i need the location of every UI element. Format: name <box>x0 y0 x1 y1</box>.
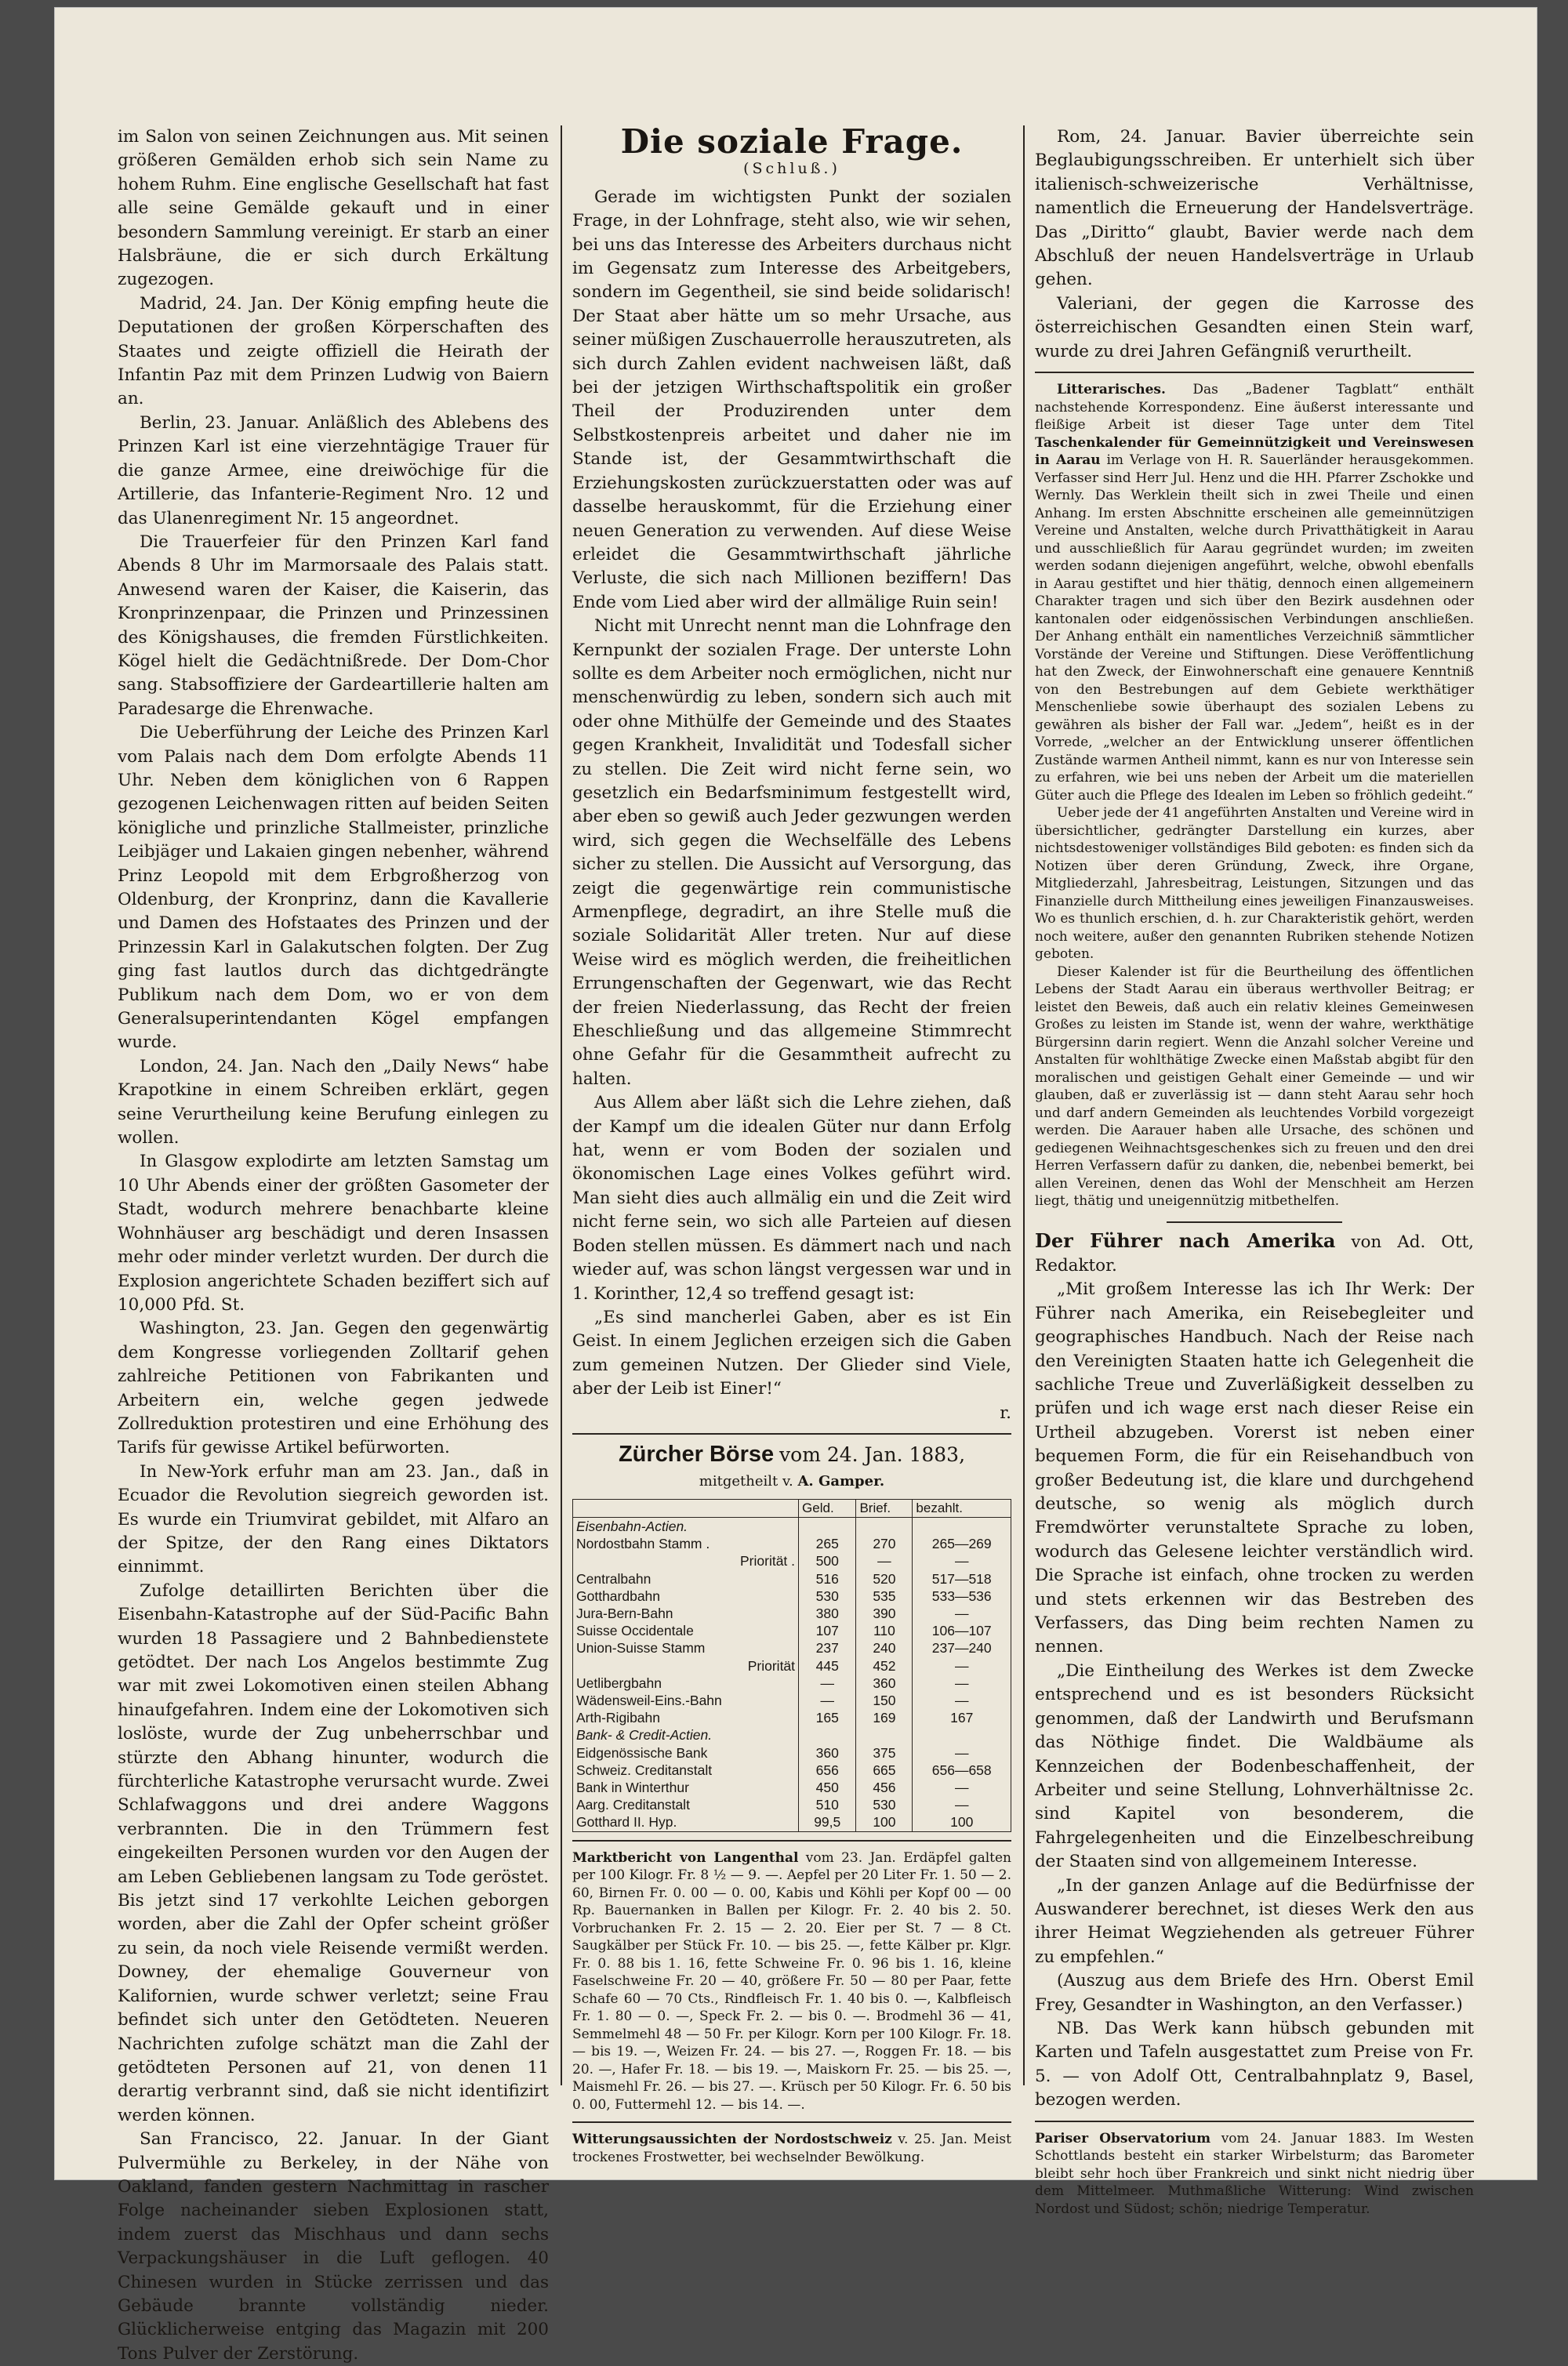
guide-paragraph: (Auszug aus dem Briefe des Hrn. Oberst Emil Frey, Gesandter in Washington, an den Verfasser.) <box>1035 1971 1474 2015</box>
boerse-cell-bez: — <box>913 1744 1011 1762</box>
column-right <box>1035 125 1474 2218</box>
boerse-row <box>573 1813 1011 1831</box>
article-paragraph: Gerade im wichtigsten Punkt der sozialen Frage, in der Lohnfrage, steht also, wie wir sehen, bei uns das Interesse des Arbeiters durchaus nicht im Gegensatz zum Interesse des Arbeitgebers, sondern im Gegentheil, sie sind beide solidarisch! Der Staat aber hätte um so mehr Ursache, aus seiner müßigen Zuschauerrolle herauszutreten, als sich durch Zahlen evident nachweisen läßt, daß bei der jetzigen Wirthschaftspolitik ein großer Theil der Produzirenden unter dem Selbstkostenpreis arbeitet und daher nie im Stande ist, der Gesammtwirthschaft die Erziehungskosten zurückzuerstatten oder was auf dasselbe herauskommt, für die Erziehung einer neuen Generation zu verwenden. Auf diese Weise erleidet die Gesammtwirthschaft jährliche Verluste, die sich nach Millionen beziffern! Das Ende vom Lied aber wird der allmälige Ruin sein! <box>572 187 1011 612</box>
boerse-table <box>572 1499 1011 1832</box>
column-rule <box>561 125 562 2085</box>
boerse-title: Zürcher Börse <box>618 1441 775 1467</box>
boerse-column-header: bezahlt. <box>913 1499 1011 1517</box>
boerse-row <box>573 1535 1011 1552</box>
guide-paragraph: NB. Das Werk kann hübsch gebunden mit Karten und Tafeln ausgestattet zum Preise von Fr. 5. — von Adolf Ott, Centralbahnplatz 9, Basel, bezogen werden. <box>1035 2018 1474 2110</box>
divider <box>1035 2121 1474 2122</box>
article-title: Die soziale Frage. <box>620 122 964 161</box>
boerse-row <box>573 1517 1011 1535</box>
boerse-cell-geld: 656 <box>799 1762 856 1779</box>
divider <box>572 1433 1011 1435</box>
boerse-cell-brief: 456 <box>856 1779 913 1796</box>
guide-paragraph: „In der ganzen Anlage auf die Bedürfnisse der Auswanderer berechnet, ist dieses Werk den aus ihrer Heimat Wegziehenden als getreuer Führer zu empfehlen.“ <box>1035 1875 1474 1967</box>
boerse-cell-brief: 240 <box>856 1639 913 1657</box>
boerse-cell-geld: 516 <box>799 1570 856 1588</box>
news-paragraph: Die Ueberführung der Leiche des Prinzen Karl vom Palais nach dem Dom erfolgte Abends 11 Uhr. Neben dem königlichen von 6 Rappen gezogenen Leichenwagen ritten auf beiden Seiten königliche und prinzliche Stallmeister, prinzliche Leibjäger und Lakaien gingen nebenher, während Prinz Leopold mit dem Erbgroßherzog von Oldenburg, der Kronprinz, dann die Kavallerie und Damen des Hofstaates des Prinzen und der Prinzessin Karl in Galakutschen folgten. Der Zug ging fast lautlos durch das dichtgedrängte Publikum nach dem Dom, wo er von dem Generalsuperintendanten Kögel empfangen wurde. <box>118 723 549 1053</box>
boerse-cell-geld: 237 <box>799 1639 856 1657</box>
literature-heading: Litterarisches. <box>1057 382 1166 398</box>
news-madrid: Madrid, 24. Jan. Der König empfing heute die Deputationen der großen Körperschaften des Staates und zeigte offiziell die Heirath der Infantin Paz mit dem Prinzen Ludwig von Baiern an. <box>118 293 549 409</box>
boerse-cell-brief: 150 <box>856 1692 913 1709</box>
boerse-cell-name: Union-Suisse Stamm <box>573 1639 799 1657</box>
boerse-cell-bez: — <box>913 1657 1011 1675</box>
news-paragraph: Valeriani, der gegen die Karrosse des österreichischen Gesandten einen Stein warf, wurde zu drei Jahren Gefängniß verurtheilt. <box>1035 293 1474 361</box>
boerse-cell-name: Aarg. Creditanstalt <box>573 1796 799 1813</box>
literature-paragraph: Dieser Kalender ist für die Beurtheilung des öffentlichen Lebens der Stadt Aarau ein überaus werthvoller Beitrag; er leistet den Beweis, daß auch ein relativ kleines Gemeinwesen Großes zu leisten im Stande ist, wenn der wahre, werkthätige Bürgersinn darin regiert. Wenn die Anzahl solcher Vereine und Anstalten für wohlthätige Zwecke einen Maßstab abgibt für den moralischen und geistigen Gehalt einer Gemeinde — und wir glauben, daß er zuverlässig ist — dann steht Aarau sehr hoch und darf andern Gemeinden als leuchtendes Vorbild vorgezeigt werden. Die Aarauer haben alle Ursache, des schönen und gediegenen Weihnachtsgeschenkes sich zu freuen und den drei Herren Verfassern dafür zu danken, die, nebenbei bemerkt, bei allen Vereinen, denen das Wohl der Menschheit am Herzen liegt, thätig und uneigennützig mitbethelfen. <box>1035 963 1474 1210</box>
boerse-cell-bez: — <box>913 1605 1011 1622</box>
boerse-row <box>573 1622 1011 1639</box>
boerse-row <box>573 1796 1011 1813</box>
article-paragraph: Aus Allem aber läßt sich die Lehre ziehen, daß der Kampf um die idealen Güter nur dann Erfolg hat, wenn er vom Boden der sozialen und ökonomischen Lage eines Volkes geführt wird. Man sieht dies auch allmälig ein und die Zeit wird nicht ferne sein, wo sich alle Parteien auf diesen Boden stellen müssen. Es dämmert nach und nach wieder auf, was schon längst vergessen war und in 1. Korinther, 12,4 so treffend gesagt ist: <box>572 1093 1011 1304</box>
boerse-cell-name: Suisse Occidentale <box>573 1622 799 1639</box>
boerse-subtitle: mitgetheilt v. A. Gamper. <box>699 1473 885 1490</box>
boerse-column-header: Geld. <box>799 1499 856 1517</box>
boerse-cell-name: Priorität . <box>573 1552 799 1569</box>
boerse-cell-geld: 265 <box>799 1535 856 1552</box>
boerse-cell-bez: — <box>913 1692 1011 1709</box>
guide-byline: von Ad. Ott, Redaktor. <box>1035 1232 1474 1276</box>
boerse-cell-bez: — <box>913 1796 1011 1813</box>
newspaper-page <box>55 8 1537 2364</box>
boerse-cell-bez: 237—240 <box>913 1639 1011 1657</box>
boerse-cell-brief: 375 <box>856 1744 913 1762</box>
news-san-francisco: San Francisco, 22. Januar. In der Giant Pulvermühle zu Berkeley, in der Nähe von Oakland, fanden gestern Nachmittag in rascher Folge nacheinander sieben Explosionen statt, indem zuerst das Mischhaus und dann sechs Verpackungshäuser in die Luft geflogen. 40 Chinesen wurden in Stücke zerrissen und das Gebäude brannte vollständig nieder. Glücklicherweise entging das Magazin mit 200 Tons Pulver der Zerstörung. <box>118 2129 549 2364</box>
boerse-cell-bez: — <box>913 1779 1011 1796</box>
boerse-cell-name: Eisenbahn-Actien. <box>573 1517 799 1535</box>
boerse-cell-name: Gotthardbahn <box>573 1588 799 1605</box>
news-glasgow: In Glasgow explodirte am letzten Samstag um 10 Uhr Abends einer der größten Gasometer der Stadt, wodurch mehrere benachbarte kleine Wohnhäuser arg beschädigt und deren Insassen mehr oder minder verletzt wurden. Der durch die Explosion angerichtete Schaden beziffert sich auf 10,000 Pfd. St. <box>118 1152 549 1315</box>
boerse-row <box>573 1570 1011 1588</box>
boerse-cell-bez: 533—536 <box>913 1588 1011 1605</box>
boerse-cell-brief: — <box>856 1552 913 1569</box>
boerse-date: vom 24. Jan. 1883, <box>779 1442 966 1466</box>
boerse-cell-geld: 510 <box>799 1796 856 1813</box>
boerse-cell-name: Schweiz. Creditanstalt <box>573 1762 799 1779</box>
boerse-cell-geld: 445 <box>799 1657 856 1675</box>
boerse-cell-bez: 106—107 <box>913 1622 1011 1639</box>
boerse-cell-brief: 520 <box>856 1570 913 1588</box>
boerse-cell-geld <box>799 1517 856 1535</box>
boerse-cell-bez: 100 <box>913 1813 1011 1831</box>
boerse-cell-bez: 656—658 <box>913 1762 1011 1779</box>
market-report <box>572 1849 1011 2114</box>
market-text: vom 23. Jan. Erdäpfel galten per 100 Kilogr. Fr. 8 ½ — 9. —. Aepfel per 20 Liter Fr. 1. 50 — 2. 60, Birnen Fr. 0. 00 — 0. 00, Kabis und Köhli per Kopf 00 — 00 Rp. Bauernanken in Ballen per Kilogr. Fr. 2. 40 bis 2. 50. Vorbruchanken Fr. 2. 15 — 2. 20. Eier per St. 7 — 8 Ct. Saugkälber per Stück Fr. 10. — bis 25. —, fette Kälber pr. Klgr. Fr. 0. 88 bis 1. 16, fette Schweine Fr. 0. 96 bis 1. 16, kleine Faselschweine Fr. 20 — 40, größere Fr. 50 — 80 per Paar, fette Schafe 60 — 70 Cts., Rindfleisch Fr. 1. 40 bis 0. —, Kalbfleisch Fr. 1. 80 — 0. —, Speck Fr. 2. — bis 0. —. Brodmehl 36 — 41, Semmelmehl 48 — 50 Fr. per Kilogr. Korn per 100 Kilogr. Fr. 18. — bis 19. —, Weizen Fr. 24. — bis 27. —, Roggen Fr. 18. — bis 20. —, Hafer Fr. 18. — bis 19. —, Maiskorn Fr. 25. — bis 25. —, Maismehl Fr. 26. — bis 27. —. Krüsch per 50 Kilogr. Fr. 6. 50 bis 0. 00, Futtermehl 12. — bis 14. —. <box>572 1849 1011 2113</box>
article-author: r. <box>1000 1403 1011 1423</box>
boerse-cell-name: Centralbahn <box>573 1570 799 1588</box>
weather-heading: Witterungsaussichten der Nordostschweiz <box>572 2132 892 2148</box>
article-subtitle: (Schluß.) <box>743 160 840 178</box>
boerse-cell-brief: 452 <box>856 1657 913 1675</box>
boerse-cell-bez: 517—518 <box>913 1570 1011 1588</box>
boerse-cell-bez: 167 <box>913 1709 1011 1726</box>
guide-heading: Der Führer nach Amerika <box>1035 1228 1336 1252</box>
boerse-cell-brief <box>856 1517 913 1535</box>
column-middle <box>572 122 1011 2166</box>
news-new-york: In New-York erfuhr man am 23. Jan., daß in Ecuador die Revolution siegreich geworden ist. Es wurde ein Triumvirat gebildet, mit Alfaro an der Spitze, der den Rang eines Diktators einnimmt. <box>118 1461 549 1577</box>
boerse-row <box>573 1675 1011 1692</box>
news-berlin: Berlin, 23. Januar. Anläßlich des Ablebens des Prinzen Karl ist eine vierzehntägige Trauer für die ganze Armee, eine dreiwöchige für die Artillerie, das Infanterie-Regiment Nro. 12 und das Ulanenregiment Nr. 15 angeordnet. <box>118 412 549 528</box>
column-rule <box>1023 125 1025 2085</box>
boerse-cell-name: Nordostbahn Stamm . <box>573 1535 799 1552</box>
boerse-cell-brief: 665 <box>856 1762 913 1779</box>
boerse-cell-brief: 270 <box>856 1535 913 1552</box>
boerse-row <box>573 1639 1011 1657</box>
guide-paragraph: „Die Eintheilung des Werkes ist dem Zwecke entsprechend und es ist besonders Rücksicht genommen, daß der Landwirth und Berufsmann das Nöthige findet. Die Waldbäume als Kennzeichen der Bodenbeschaffenheit, der Arbeiter und seine Stellung, Lohnverhältnisse 2c. sind Kapitel von besonderem, die Fahrgelegenheiten und die Einzelbeschreibung der Staaten sind von allgemeinem Interesse. <box>1035 1660 1474 1872</box>
boerse-cell-bez: 265—269 <box>913 1535 1011 1552</box>
boerse-cell-geld: 450 <box>799 1779 856 1796</box>
divider <box>572 1840 1011 1842</box>
boerse-cell-bez <box>913 1726 1011 1744</box>
boerse-cell-name: Uetlibergbahn <box>573 1675 799 1692</box>
boerse-cell-bez <box>913 1517 1011 1535</box>
boerse-cell-brief: 360 <box>856 1675 913 1692</box>
boerse-cell-geld: — <box>799 1675 856 1692</box>
news-paragraph: im Salon von seinen Zeichnungen aus. Mit seinen größeren Gemälden erhob sich sein Name zu hohem Ruhm. Eine englische Gesellschaft hat fast alle seine Gemälde gekauft und in einer besondern Sammlung vereinigt. Er starb an einer Halsbräune, die er sich durch Erkältung zugezogen. <box>118 127 549 290</box>
paris-report <box>1035 2130 1474 2219</box>
boerse-row <box>573 1779 1011 1796</box>
boerse-row <box>573 1744 1011 1762</box>
paris-heading: Pariser Observatorium <box>1035 2130 1211 2146</box>
boerse-cell-geld: — <box>799 1692 856 1709</box>
boerse-cell-name: Arth-Rigibahn <box>573 1709 799 1726</box>
boerse-header <box>572 1442 1011 1468</box>
column-left <box>118 125 549 2366</box>
guide-paragraph: „Mit großem Interesse las ich Ihr Werk: Der Führer nach Amerika, ein Reisebegleiter und geographisches Handbuch. Nach der Reise nach den Vereinigten Staaten hatte ich Gelegenheit die sachliche Treue und Zuverläßigkeit desselben zu prüfen und ich wage erst nach dieser Reise ein Urtheil abzugeben. Vorerst ist neben einer bequemen Form, die für ein Reisehandbuch von großer Bedeutung ist, die klare und durchgehend deutsche, so wenig als möglich durch Fremdwörter verunstaltete Sprache zu loben, wodurch das Gelesene leichter verständlich wird. Die Sprache ist einfach, ohne trocken zu werden und stets erkennen wir das Bestreben des Verfassers, das Ding beim rechten Namen zu nennen. <box>1035 1279 1474 1657</box>
boerse-column-header <box>573 1499 799 1517</box>
boerse-cell-geld <box>799 1726 856 1744</box>
boerse-row <box>573 1588 1011 1605</box>
boerse-cell-brief: 169 <box>856 1709 913 1726</box>
boerse-cell-geld: 107 <box>799 1622 856 1639</box>
divider <box>1035 372 1474 373</box>
boerse-cell-bez: — <box>913 1675 1011 1692</box>
boerse-cell-name: Wädensweil-Eins.-Bahn <box>573 1692 799 1709</box>
boerse-source: A. Gamper. <box>797 1473 885 1490</box>
weather-report <box>572 2131 1011 2166</box>
news-london: London, 24. Jan. Nach den „Daily News“ habe Krapotkine in einem Schreiben erklärt, gegen seine Verurtheilung keine Berufung einlegen zu wollen. <box>118 1056 549 1149</box>
boerse-column-header: Brief. <box>856 1499 913 1517</box>
boerse-row <box>573 1692 1011 1709</box>
boerse-cell-name: Priorität <box>573 1657 799 1675</box>
boerse-cell-geld: 165 <box>799 1709 856 1726</box>
boerse-row <box>573 1762 1011 1779</box>
boerse-cell-brief <box>856 1726 913 1744</box>
boerse-cell-geld: 500 <box>799 1552 856 1569</box>
boerse-cell-geld: 530 <box>799 1588 856 1605</box>
literature-paragraph: Ueber jede der 41 angeführten Anstalten und Vereine wird in übersichtlicher, gedrängter Darstellung ein kurzes, aber nichtsdestoweniger vollständiges Bild geboten: es finden sich da Notizen über deren Gründung, Zweck, ihre Organe, Mitgliederzahl, Jahresbeitrag, Leistungen, Sitzungen und das Finanzielle durch Mittheilung eines jeweiligen Finanzausweises. Wo es thunlich erschien, d. h. zur Charakteristik gehört, werden noch weitere, außer den genannten Rubriken stehende Notizen geboten. <box>1035 805 1474 963</box>
market-heading: Marktbericht von Langenthal <box>572 1849 799 1866</box>
article-paragraph: Nicht mit Unrecht nennt man die Lohnfrage den Kernpunkt der sozialen Frage. Der unterste Lohn sollte es dem Arbeiter noch ermöglichen, nicht nur menschenwürdig zu leben, sondern sich auch mit oder ohne Mithülfe der Gemeinde und des Staates gegen Krankheit, Invalidität und Todesfall sicher zu stellen. Die Zeit wird nicht ferne sein, wo gesetzlich ein Bedarfsminimum festgestellt wird, aber eben so gewiß auch Jeder gezwungen werden wird, sich gegen die Wechselfälle des Lebens sicher zu stellen. Die Aussicht auf Versorgung, das zeigt die gegenwärtige rein communistische Armenpflege, degradirt, an ihre Stelle muß die soziale Solidarität Aller treten. Nur auf diese Weise wird es möglich werden, die freiheitlichen Errungenschaften der Gegenwart, wie das Recht der freien Niederlassung, das Recht der freien Eheschließung und das allgemeine Stimmrecht ohne Gefahr für die Gesammtheit aufrecht zu halten. <box>572 616 1011 1089</box>
boerse-cell-geld: 99,5 <box>799 1813 856 1831</box>
boerse-cell-name: Jura-Bern-Bahn <box>573 1605 799 1622</box>
boerse-cell-name: Eidgenössische Bank <box>573 1744 799 1762</box>
boerse-cell-bez: — <box>913 1552 1011 1569</box>
boerse-cell-brief: 110 <box>856 1622 913 1639</box>
boerse-row <box>573 1709 1011 1726</box>
boerse-cell-geld: 380 <box>799 1605 856 1622</box>
news-rom: Rom, 24. Januar. Bavier überreichte sein Beglaubigungsschreiben. Er unterhielt sich über italienisch-schweizerische Verhältnisse, namentlich die Erneuerung der Handelsverträge. Das „Diritto“ glaubt, Bavier werde nach dem Abschluß der neuen Handelsverträge in Urlaub gehen. <box>1035 127 1474 290</box>
divider <box>1167 1221 1342 1223</box>
news-washington: Washington, 23. Jan. Gegen den gegenwärtig dem Kongresse vorliegenden Zolltarif gehen zahlreiche Petitionen von Fabrikanten und Arbeitern ein, welche gegen jedwede Zollreduktion protestiren und eine Erhöhung des Tarifs für gewisse Artikel befürworten. <box>118 1319 549 1458</box>
boerse-cell-geld: 360 <box>799 1744 856 1762</box>
boerse-cell-name: Bank in Winterthur <box>573 1779 799 1796</box>
article-quote: „Es sind mancherlei Gaben, aber es ist Ein Geist. In einem Jeglichen erzeigen sich die Gaben zum gemeinen Nutzen. Der Glieder sind Viele, aber der Leib ist Einer!“ <box>572 1307 1011 1399</box>
news-paragraph: Die Trauerfeier für den Prinzen Karl fand Abends 8 Uhr im Marmorsaale des Palais statt. Anwesend waren der Kaiser, die Kaiserin, das Kronprinzenpaar, die Prinzen und Prinzessinen des Königshauses, die fremden Fürstlichkeiten. Kögel hielt die Gedächtnißrede. Der Dom-Chor sang. Stabsoffiziere der Gardeartillerie halten am Paradesarge die Ehrenwache. <box>118 532 549 719</box>
literature-section: Litterarisches. Das „Badener Tagblatt“ enthält nachstehende Korrespondenz. Eine äußerst interessante und fleißige Arbeit ist dieser Tage unter dem Titel Taschenkalender für Gemeinnützigkeit und Vereinswesen in Aarau im Verlage von H. R. Sauerländer herausgekommen. Verfasser sind Herr Jul. Henz und die HH. Pfarrer Zschokke und Wernly. Das Werklein theilt sich in zwei Theile und einen Anhang. Im ersten Abschnitte erscheinen alle gemeinnützigen Vereine und Anstalten, welche durch Privatthätigkeit in Aarau und ausschließlich für Aarau gegründet wurden; im zweiten werden sodann diejenigen angeführt, welche, obwohl ebenfalls in Aarau gestiftet und hier thätig, dennoch einen allgemeinern Charakter tragen und sich über den Bezirk ausdehnen oder kantonalen oder eidgenössischen Verbindungen anschließen. Der Anhang enthält ein namentliches Verzeichniß sämmtlicher Vorstände der Vereine und Stiftungen. Diese Veröffentlichung hat den Zweck, der Einwohnerschaft eine genauere Kenntniß von den Bestrebungen auf dem Gebiete werkthätiger Menschenliebe sowie überhaupt des sozialen Lebens zu gewähren als bisher der Fall war. „Jedem“, heißt es in der Vorrede, „welcher an der Entwicklung unserer öffentlichen Zustände warmen Antheil nimmt, kann es nur von Interesse sein zu erfahren, wie bei uns neben der Arbeit um die materiellen Güter auch die Pflege des Idealen im Leben so fröhlich gedeiht.“ Ueber jede der 41 angeführten Anstalten und Vereine wird in übersichtlicher, gedrängter Darstellung ein kurzes, aber nichtsdestoweniger vollständiges Bild geboten: es finden sich da Notizen über deren Gründung, Zweck, ihre Organe, Mitgliederzahl, Jahresbeitrag, Leistungen, Sitzungen und das Finanzielle durch Mittheilung eines jeweiligen Finanzausweises. Wo es thunlich erschien, d. h. zur Charakteristik gehört, werden noch weitere, außer den genannten Rubriken stehende Notizen geboten. Dieser Kalender ist für die Beurtheilung des öffentlichen Lebens der Stadt Aarau ein überaus werthvoller Beitrag; er leistet den Beweis, daß auch ein relativ kleines Gemeinwesen Großes zu leisten im Stande ist, wenn der wahre, werkthätige Bürgersinn darin regiert. Wenn die Anzahl solcher Vereine und Anstalten für wohlthätige Zwecke einen Maßstab abgibt für den moralischen und geistigen Gehalt einer Gemeinde — und wir glauben, daß er zuverlässig ist — dann steht Aarau sehr hoch und darf andern Gemeinden als leuchtendes Vorbild vorgezeigt werden. Die Aarauer haben alle Ursache, des schönen und gediegenen Weihnachtsgeschenkes sich zu freuen und den drei Herren Verfassern dafür zu danken, die, nebenbei bemerkt, bei allen Vereinen, denen das Wohl der Menschheit am Herzen liegt, thätig und uneigennützig mitbethelfen. <box>1035 382 1474 1210</box>
boerse-cell-brief: 530 <box>856 1796 913 1813</box>
boerse-cell-name: Bank- & Credit-Actien. <box>573 1726 799 1744</box>
weather-text: v. 25. Jan. Meist trockenes Frostwetter, bei wechselnder Bewölkung. <box>572 2132 1011 2165</box>
news-paragraph: Zufolge detaillirten Berichten über die Eisenbahn-Katastrophe auf der Süd-Pacific Bahn wurden 18 Passagiere und 2 Bahnbedienstete getödtet. Der nach Los Angelos bestimmte Zug war mit zwei Lokomotiven einen steilen Abhang hinaufgefahren. Indem eine der Lokomotiven sich loslöste, wurde der Zug unbeherrschbar und stürzte den Abhang hinunter, wodurch die fürchterliche Katastrophe verursacht wurde. Zwei Schlafwaggons und drei andere Waggons verbrannten. Die in den Trümmern fest eingekeilten Personen wurden vor den Augen der am Leben Gebliebenen langsam zu Tode geröstet. Bis jetzt sind 17 verkohlte Leichen geborgen worden, aber die Zahl der Opfer scheint größer zu sein, da noch viele Reisende vermißt werden. Downey, der ehemalige Gouverneur von Kalifornien, wurde schwer verletzt; seine Frau befindet sich unter den Getödteten. Neueren Nachrichten zufolge schätzt man die Zahl der getödteten Personen auf 21, von denen 11 derartig verbrannt sind, daß sie nicht identifizirt werden können. <box>118 1580 549 2125</box>
paris-text: vom 24. Januar 1883. Im Westen Schottlands besteht ein starker Wirbelsturm; das Barometer bleibt sehr hoch über Frankreich und sinkt nicht niedrig über dem Mittelmeer. Muthmaßliche Witterung: Wind zwischen Nordost und Südost; schön; niedrige Temperatur. <box>1035 2130 1475 2217</box>
boerse-row <box>573 1726 1011 1744</box>
boerse-row <box>573 1552 1011 1569</box>
boerse-cell-name: Gotthard II. Hyp. <box>573 1813 799 1831</box>
boerse-cell-brief: 100 <box>856 1813 913 1831</box>
calendar-title: Taschenkalender für Gemeinnützigkeit und Vereinswesen in Aarau <box>1035 434 1474 469</box>
divider <box>572 2121 1011 2123</box>
boerse-row <box>573 1605 1011 1622</box>
boerse-row <box>573 1657 1011 1675</box>
boerse-cell-brief: 535 <box>856 1588 913 1605</box>
boerse-cell-brief: 390 <box>856 1605 913 1622</box>
